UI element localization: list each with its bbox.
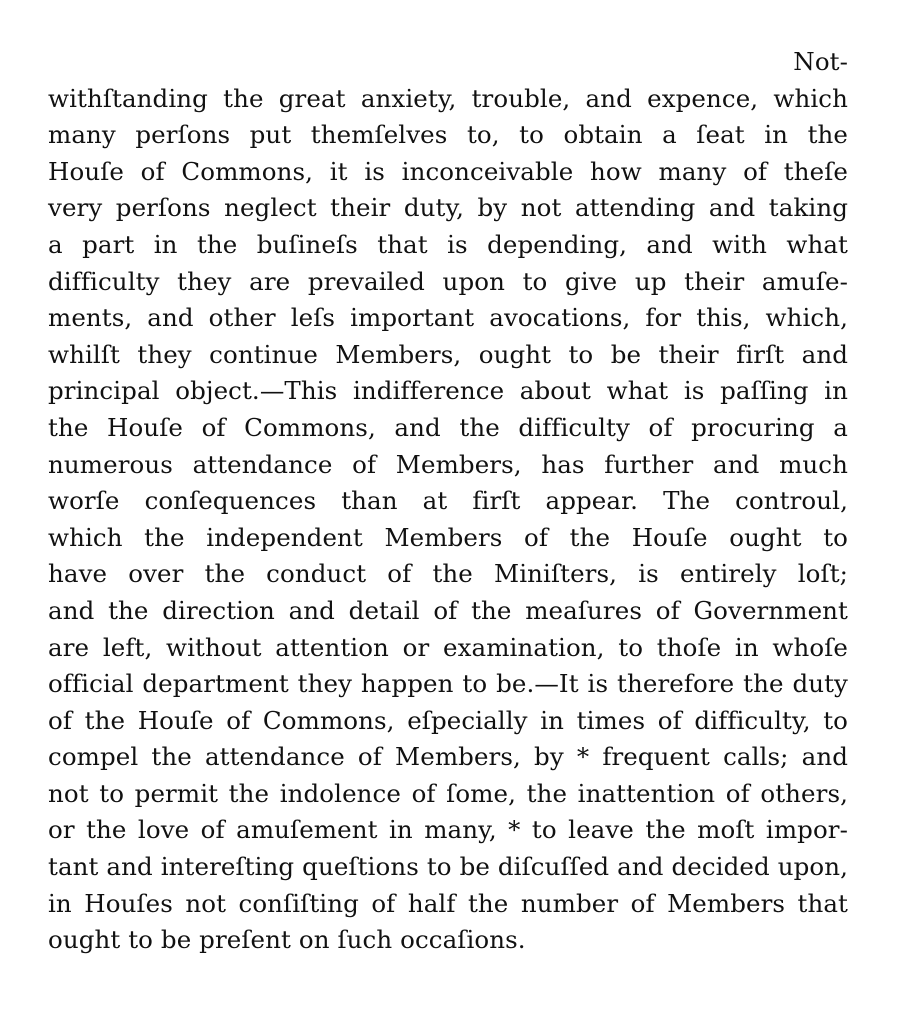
- text-line: have over the conduct of the Miniſters, is entirely loſt;: [48, 559, 848, 589]
- text-line: Houſe of Commons, it is inconceivable how many of theſe: [48, 156, 848, 186]
- text-line: ments, and other leſs important avocations, for this, which,: [48, 303, 848, 333]
- text-line: withſtanding the great anxiety, trouble, and expence, which: [48, 83, 848, 113]
- text-line: of the Houſe of Commons, eſpecially in times of difficulty, to: [48, 705, 848, 735]
- text-line: numerous attendance of Members, has further and much: [48, 449, 848, 479]
- text-line: and the direction and detail of the meaſures of Government: [48, 595, 848, 625]
- text-line: are left, without attention or examination, to thoſe in whoſe: [48, 632, 848, 662]
- text-line: the Houſe of Commons, and the difficulty of procuring a: [48, 412, 848, 442]
- text-line: in Houſes not conſiſting of half the number of Members that: [48, 888, 848, 918]
- text-line: a part in the buſineſs that is depending, and with what: [48, 229, 848, 259]
- text-line: not to permit the indolence of ſome, the inattention of others,: [48, 778, 848, 808]
- text-line: many perſons put themſelves to, to obtain a ſeat in the: [48, 120, 848, 150]
- text-line: tant and intereſting queſtions to be diſcuſſed and decided upon,: [48, 852, 848, 882]
- text-line: principal object.—This indifference about what is paſſing in: [48, 376, 848, 406]
- text-line: ought to be preſent on ſuch occaſions.: [48, 925, 526, 955]
- body-text: [48, 44, 848, 959]
- text-line: compel the attendance of Members, by * frequent calls; and: [48, 742, 848, 772]
- text-line: which the independent Members of the Houſe ought to: [48, 522, 848, 552]
- text-line: official department they happen to be.—It is therefore the duty: [48, 669, 848, 699]
- text-line: very perſons neglect their duty, by not attending and taking: [48, 193, 848, 223]
- text-line: difficulty they are prevailed upon to give up their amuſe-: [48, 266, 848, 296]
- text-line: Not-: [793, 47, 848, 76]
- text-line: worſe conſequences than at firſt appear. The controul,: [48, 486, 848, 516]
- text-line: or the love of amuſement in many, * to leave the moſt impor-: [48, 815, 848, 845]
- text-line: whilſt they continue Members, ought to be their firſt and: [48, 339, 848, 369]
